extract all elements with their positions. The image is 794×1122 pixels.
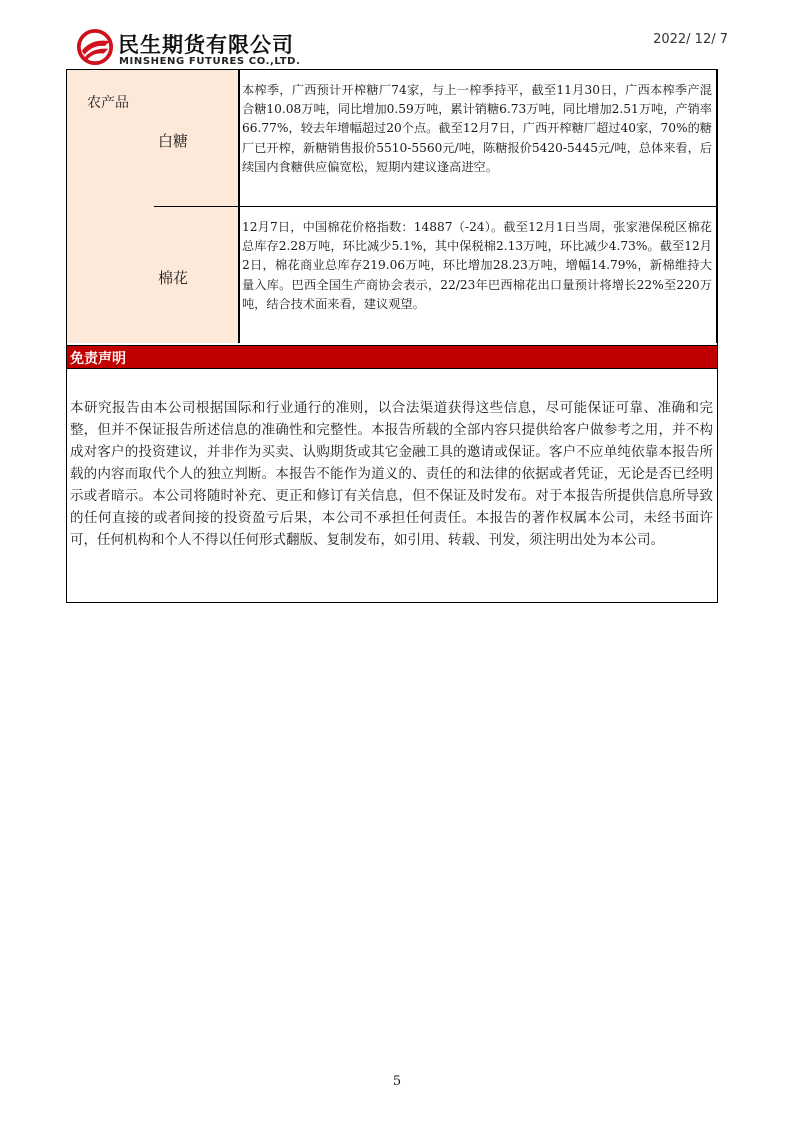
item-cell-sugar (154, 70, 239, 207)
item-label-cotton: 棉花 (158, 269, 189, 287)
company-name-en: MINSHENG FUTURES CO.,LTD. (119, 56, 301, 67)
category-label: 农产品 (87, 95, 129, 111)
category-cell (67, 70, 155, 343)
report-date: 2022/ 12/ 7 (653, 32, 728, 47)
text-cell-cotton (239, 207, 717, 343)
text-cell-sugar (239, 70, 717, 207)
disclaimer-header-bar (67, 345, 717, 369)
item-cell-cotton (154, 207, 239, 343)
disclaimer-title: 免责声明 (70, 351, 126, 367)
sugar-commentary: 本榨季，广西预计开榨糖厂74家，与上一榨季持平，截至11月30日，广西本榨季产混合糖10.08万吨，同比增加0.59万吨，累计销糖6.73万吨，同比增加2.51万吨，产销率66.77%，较去年增幅超过20个点。截至12月7日，广西开榨糖厂超过40家，70%的糖厂已开榨，新糖销售报价5510-5560元/吨，陈糖报价5420-5445元/吨，总体来看，后续国内食糖供应偏宽松，短期内建议逢高进空。 (242, 83, 712, 174)
page-header (66, 24, 728, 70)
cotton-commentary: 12月7日，中国棉花价格指数：14887（-24）。截至12月1日当周，张家港保税区棉花总库存2.28万吨，环比减少5.1%，其中保税棉2.13万吨，环比减少4.73%。截至12月2日，棉花商业总库存219.06万吨，环比增加28.23万吨，增幅14.79%，新棉维持大量入库。巴西全国生产商协会表示，22/23年巴西棉花出口量预计将增长22%至220万吨，结合技术面来看，建议观望。 (242, 220, 712, 311)
page-number: 5 (392, 1074, 402, 1089)
commentary-table (66, 69, 718, 603)
company-name-cn: 民生期货有限公司 (118, 33, 294, 57)
item-label-sugar: 白糖 (158, 132, 189, 150)
minsheng-logo-icon (76, 28, 114, 66)
disclaimer-text: 本研究报告由本公司根据国际和行业通行的准则，以合法渠道获得这些信息，尽可能保证可靠、准确和完整，但并不保证报告所述信息的准确性和完整性。本报告所载的全部内容只提供给客户做参考之用，并不构成对客户的投资建议，并非作为买卖、认购期货或其它金融工具的邀请或保证。客户不应单纯依靠本报告所载的内容而取代个人的独立判断。本报告不能作为道义的、责任的和法律的依据或者凭证，无论是否已经明示或者暗示。本公司将随时补充、更正和修订有关信息，但不保证及时发布。对于本报告所提供信息所导致的任何直接的或者间接的投资盈亏后果，本公司不承担任何责任。本报告的著作权属本公司，未经书面许可，任何机构和个人不得以任何形式翻版、复制发布，如引用、转载、刊发，须注明出处为本公司。 (70, 400, 713, 548)
